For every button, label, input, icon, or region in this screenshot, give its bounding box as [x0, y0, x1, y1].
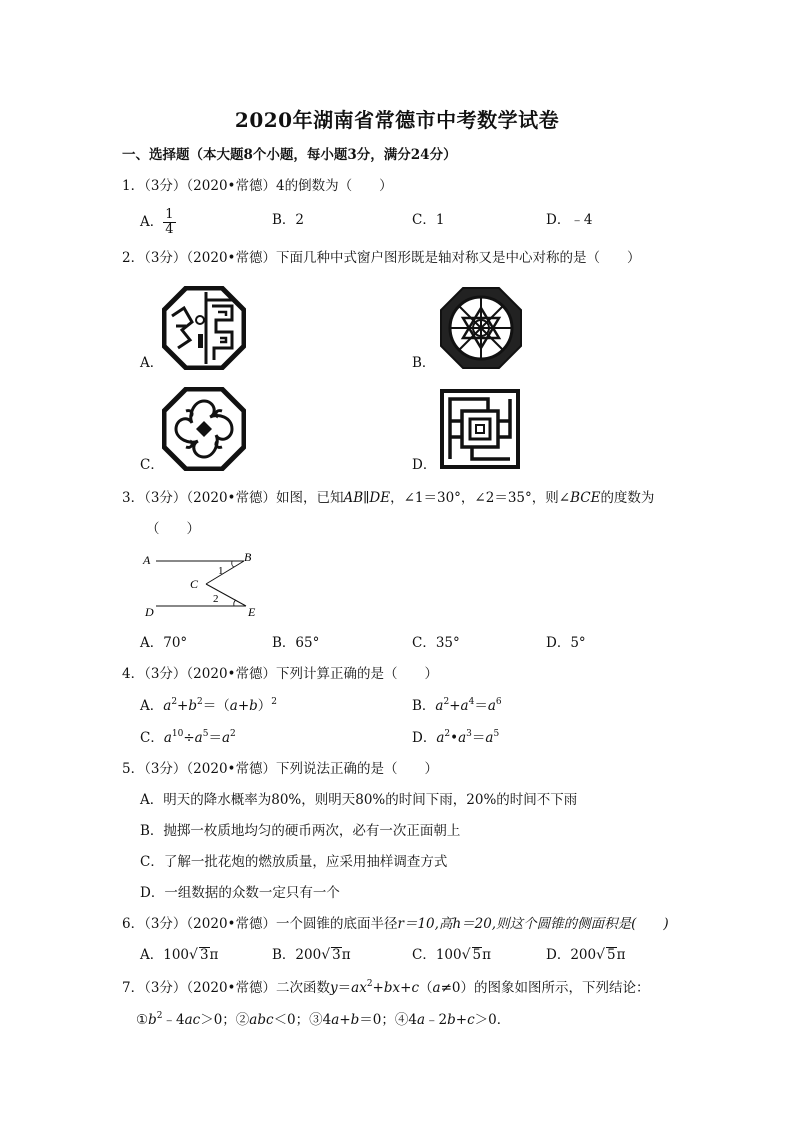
q6-radius: r＝10,高 — [397, 916, 453, 932]
q2-option-b: B． — [412, 355, 436, 371]
q7-stem-text: 的图象如图所示，下列结论： — [473, 980, 650, 996]
q5-option-b: B．抛掷一枚质地均匀的硬币两次，必有一次正面朝上 — [140, 823, 461, 839]
q6-option-a-prefix: A．100 — [140, 947, 190, 963]
q5-stem: 5．（3分）（2020•常德）下列说法正确的是（ ） — [122, 761, 438, 777]
q4-option-a: A．$a^2+b^2=(a+b)^2$ — [140, 697, 278, 714]
q1-stem: 1．（3分）（2020•常德）4的倒数为（ ） — [122, 178, 393, 194]
q3-figure — [140, 548, 280, 622]
q4-option-a-label: A． — [140, 698, 164, 714]
q6-stem — [122, 915, 669, 933]
pi-symbol: π — [482, 947, 491, 963]
segment-bc — [206, 561, 244, 584]
q3-paren: （ ） — [146, 521, 200, 537]
q3-stem — [122, 489, 654, 507]
q6-height: h＝20,则这个圆锥的侧面积是( ) — [452, 916, 669, 932]
q5-option-c: C．了解一批花炮的燃放质量，应采用抽样调查方式 — [140, 854, 448, 870]
q3-stem-text: 的度数为 — [600, 490, 655, 506]
pi-symbol: π — [341, 947, 351, 963]
segment-ce — [206, 584, 246, 606]
q3-stem-text: ，∠1＝30°，∠2＝35°，则∠ — [390, 490, 571, 506]
q6-option-d: D．200√ 5π — [546, 947, 626, 963]
q3-option-d: D．5° — [546, 635, 586, 651]
radicand: 3 — [332, 947, 341, 963]
page-title: 2020年湖南省常德市中考数学试卷 — [234, 108, 560, 132]
pi-symbol: π — [616, 947, 626, 963]
q6-option-d-prefix: D．200 — [546, 947, 597, 963]
radicand: 5 — [607, 947, 616, 963]
q6-option-b: B．200√ 3π — [272, 947, 351, 963]
q2-stem: 2．（3分）（2020•常德）下面几种中式窗户图形既是轴对称又是中心对称的是（ ） — [122, 250, 641, 266]
q1-option-d: D．﹣4 — [546, 212, 593, 228]
point-c-label: C — [190, 577, 199, 591]
radicand: 3 — [199, 947, 209, 963]
fraction — [163, 208, 175, 237]
q3-stem-text: 3．（3分）（2020•常德）如图，已知 — [122, 490, 344, 506]
angle-1-label: 1 — [218, 565, 224, 577]
q6-option-c-prefix: C．100 — [412, 947, 462, 963]
q4-option-d-label: D． — [412, 730, 437, 746]
q3-option-a: A．70° — [140, 635, 188, 651]
q4-option-c-label: C． — [140, 730, 164, 746]
pi-symbol: π — [209, 947, 219, 963]
angle-2-label: 2 — [213, 593, 219, 605]
q7-stem-text: 7．（3分）（2020•常德）二次函数 — [122, 980, 330, 996]
fraction-denominator: 4 — [165, 222, 174, 237]
point-d-label: D — [145, 605, 154, 619]
q5-option-d: D．一组数据的众数一定只有一个 — [140, 885, 340, 901]
q6-option-c: C．100√ 5π — [412, 947, 491, 963]
point-a-label: A — [143, 553, 151, 567]
conclusion-marker: ③ — [309, 1012, 323, 1028]
q6-stem-text: 6．（3分）（2020•常德）一个圆锥的底面半径 — [122, 916, 398, 932]
q4-option-d: D．$a^2•a^3=a^5$ — [412, 729, 500, 746]
q4-option-b: B．$a^2+a^4=a^6$ — [412, 697, 502, 714]
q3-option-b: B．65° — [272, 635, 320, 651]
conclusion-marker: ① — [136, 1012, 149, 1028]
window-b-image — [439, 286, 523, 370]
q6-option-a: A．100√ 3π — [140, 947, 219, 963]
q1-option-a-label: A． — [140, 214, 164, 230]
radicand: 5 — [472, 947, 482, 963]
q7-conclusions: $①b^2﹣4ac>0$；②abc＜0；③4a+b＝0；④4a﹣2b+c＞0． — [136, 1011, 511, 1028]
q3-angle-name: BCE — [570, 490, 601, 506]
fraction-numerator: 1 — [165, 207, 174, 222]
q3-parallel: AB∥DE — [343, 490, 391, 506]
window-c-image — [162, 387, 246, 471]
q5-option-a: A．明天的降水概率为80%，则明天80%的时间下雨，20%的时间不下雨 — [140, 792, 578, 808]
q1-option-b: B．2 — [272, 212, 305, 228]
section-heading: 一、选择题（本大题8个小题，每小题3分，满分24分） — [122, 147, 457, 163]
q4-option-c: C．$a^{10}\div a^5=a^2$ — [140, 729, 236, 746]
q3-option-c: C．35° — [412, 635, 460, 651]
q6-option-b-prefix: B．200 — [272, 947, 322, 963]
conclusion-marker: ② — [235, 1012, 250, 1028]
window-d-image — [440, 389, 520, 469]
q1-option-c: C．1 — [412, 212, 445, 228]
q2-option-a: A． — [140, 355, 164, 371]
q2-option-c: C． — [140, 457, 164, 473]
q2-option-d: D． — [412, 457, 437, 473]
conclusion-marker: ④ — [394, 1012, 409, 1028]
point-b-label: B — [244, 550, 252, 564]
q1-option-a — [140, 208, 176, 237]
q4-option-b-label: B． — [412, 698, 436, 714]
q4-stem: 4．（3分）（2020•常德）下列计算正确的是（ ） — [122, 666, 438, 682]
q7-stem: 7．（3分）（2020•常德）二次函数$y=ax^2+bx+c(a\ne 0)$的图象如图所示，下列结论： — [122, 979, 650, 996]
window-a-image — [162, 286, 246, 370]
point-e-label: E — [248, 605, 256, 619]
